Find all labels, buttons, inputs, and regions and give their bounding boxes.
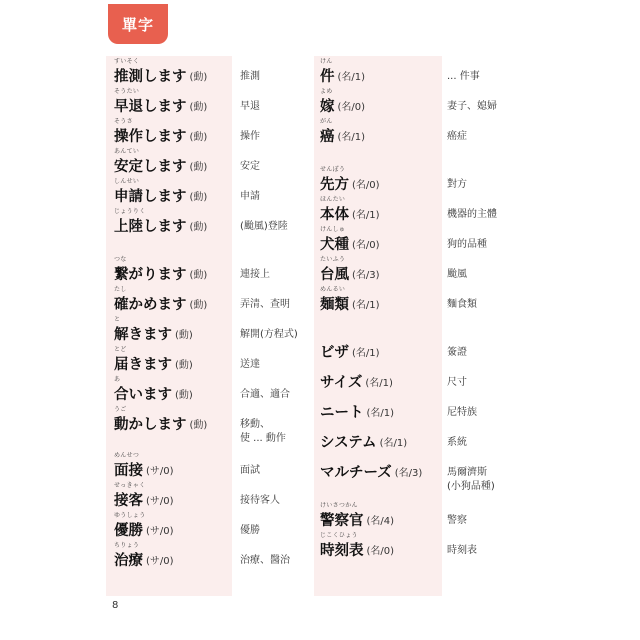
- furigana-reading: とど: [114, 346, 127, 353]
- vocab-word: [114, 58, 208, 86]
- vocab-term: 確かめます: [114, 297, 187, 313]
- vocab-word: [320, 432, 407, 452]
- vocab-term: マルチーズ: [320, 465, 392, 481]
- part-of-speech: (動): [189, 270, 208, 281]
- term-with-reading: [114, 256, 187, 284]
- term-with-reading: [320, 88, 335, 116]
- vocab-word: [114, 88, 208, 116]
- term-with-reading: [320, 256, 349, 284]
- vocab-word: [114, 452, 174, 480]
- vocab-meaning: 操作: [240, 131, 260, 142]
- furigana-reading: と: [114, 316, 121, 323]
- term-with-reading: [114, 316, 172, 344]
- part-of-speech: (動): [189, 132, 208, 143]
- part-of-speech: (動): [175, 330, 193, 341]
- vocab-meaning: 警察: [447, 515, 467, 526]
- vocab-term: ニート: [320, 405, 364, 421]
- vocab-term: 操作します: [114, 129, 187, 145]
- furigana-reading: じょうりく: [114, 208, 146, 215]
- vocab-term: 面接: [114, 463, 143, 479]
- vocab-meaning: 弄清、查明: [240, 299, 290, 310]
- vocab-term: 麺類: [320, 297, 349, 313]
- term-with-reading: [320, 342, 349, 362]
- furigana-reading: ほんたい: [320, 196, 346, 203]
- vocab-word: [320, 166, 380, 194]
- vocab-word: [320, 462, 422, 482]
- furigana-reading: めんせつ: [114, 452, 140, 459]
- vocab-word: [114, 286, 208, 314]
- furigana-reading: つな: [114, 256, 127, 263]
- vocab-meaning-line2: 使 ... 動作: [240, 433, 286, 444]
- furigana-reading: せんぽう: [320, 166, 346, 173]
- term-with-reading: [114, 376, 172, 404]
- part-of-speech: (名/0): [352, 240, 380, 251]
- vocab-meaning: 接待客人: [240, 495, 280, 506]
- term-with-reading: [114, 482, 146, 510]
- term-with-reading: [114, 542, 143, 570]
- furigana-reading: めんるい: [320, 286, 346, 293]
- vocab-word: [320, 118, 366, 146]
- vocab-term: 優勝: [114, 523, 143, 539]
- term-with-reading: [114, 148, 187, 176]
- vocab-term: 警察官: [320, 513, 364, 529]
- vocab-word: [114, 406, 208, 434]
- vocab-term: 推測します: [114, 69, 187, 85]
- vocab-word: [114, 482, 174, 510]
- part-of-speech: (動): [175, 390, 193, 401]
- furigana-reading: よめ: [320, 88, 333, 95]
- term-with-reading: [114, 286, 187, 314]
- vocab-term: 安定します: [114, 159, 187, 175]
- part-of-speech: (名/1): [379, 438, 408, 449]
- part-of-speech: (名/1): [365, 378, 393, 389]
- vocab-meaning: 狗的品種: [447, 239, 487, 250]
- vocab-meaning: 合適、適合: [240, 389, 290, 400]
- furigana-reading: がん: [320, 118, 333, 125]
- vocab-word: [320, 402, 394, 422]
- vocab-term: 本体: [320, 207, 349, 223]
- vocab-meaning: 系統: [447, 437, 467, 448]
- furigana-reading: あ: [114, 376, 121, 383]
- vocab-meaning: 時刻表: [447, 545, 477, 556]
- furigana-reading: せっきゃく: [114, 482, 146, 489]
- vocab-meaning: 尼特族: [447, 407, 477, 418]
- furigana-reading: じこくひょう: [320, 532, 358, 539]
- vocab-meaning: 優勝: [240, 525, 260, 536]
- term-with-reading: [114, 512, 146, 540]
- part-of-speech: (動): [189, 162, 208, 173]
- part-of-speech: (名/3): [352, 270, 380, 281]
- vocab-word: [320, 502, 395, 530]
- vocab-term: 繋がります: [114, 267, 187, 283]
- part-of-speech: (サ/0): [146, 556, 174, 567]
- furigana-reading: けん: [320, 58, 333, 65]
- furigana-reading: ゆうしょう: [114, 512, 146, 519]
- part-of-speech: (サ/0): [146, 496, 174, 507]
- part-of-speech: (名/1): [337, 72, 366, 83]
- vocab-meaning-line2: (小狗品種): [447, 481, 495, 492]
- vocab-term: 合います: [114, 387, 172, 403]
- vocab-word: [114, 256, 208, 284]
- vocab-term: 癌: [320, 129, 335, 145]
- section-tab: [108, 4, 168, 44]
- part-of-speech: (名/1): [366, 408, 395, 419]
- furigana-reading: すいそく: [114, 58, 140, 65]
- part-of-speech: (名/4): [366, 516, 395, 527]
- vocab-meaning: 安定: [240, 161, 260, 172]
- vocab-meaning: (颱風)登陸: [240, 221, 288, 232]
- term-with-reading: [320, 196, 349, 224]
- vocab-term: 先方: [320, 177, 349, 193]
- vocab-word: [320, 342, 380, 362]
- vocab-word: [320, 88, 366, 116]
- term-with-reading: [320, 226, 349, 254]
- term-with-reading: [320, 166, 349, 194]
- vocab-term: 上陸します: [114, 219, 187, 235]
- term-with-reading: [114, 118, 187, 146]
- vocab-term: システム: [320, 435, 377, 451]
- term-with-reading: [320, 118, 335, 146]
- part-of-speech: (サ/0): [146, 466, 174, 477]
- part-of-speech: (動): [189, 102, 208, 113]
- vocab-word: [114, 178, 208, 206]
- part-of-speech: (名/3): [394, 468, 423, 479]
- part-of-speech: (動): [189, 192, 208, 203]
- term-with-reading: [320, 502, 364, 530]
- vocab-meaning: 麵食類: [447, 299, 477, 310]
- vocab-meaning: 解開(方程式): [240, 329, 298, 340]
- furigana-reading: しんせい: [114, 178, 140, 185]
- furigana-reading: あんてい: [114, 148, 140, 155]
- vocab-meaning: 對方: [447, 179, 467, 190]
- vocab-word: [320, 532, 395, 560]
- vocab-term: サイズ: [320, 375, 363, 391]
- vocab-term: 申請します: [114, 189, 187, 205]
- term-with-reading: [114, 406, 187, 434]
- vocab-meaning: 尺寸: [447, 377, 467, 388]
- vocab-term: 解きます: [114, 327, 172, 343]
- term-with-reading: [114, 88, 187, 116]
- vocab-word: [114, 316, 193, 344]
- vocab-term: 時刻表: [320, 543, 364, 559]
- vocab-meaning: 早退: [240, 101, 260, 112]
- furigana-reading: けんしゅ: [320, 226, 346, 233]
- term-with-reading: [320, 532, 364, 560]
- part-of-speech: (動): [175, 360, 193, 371]
- term-with-reading: [114, 346, 172, 374]
- part-of-speech: (名/1): [352, 348, 380, 359]
- vocab-term: 台風: [320, 267, 349, 283]
- vocab-word: [114, 376, 193, 404]
- vocab-meaning: ... 件事: [447, 71, 480, 82]
- vocab-word: [114, 118, 208, 146]
- vocab-word: [114, 542, 174, 570]
- term-with-reading: [114, 178, 187, 206]
- part-of-speech: (動): [189, 300, 208, 311]
- part-of-speech: (動): [189, 420, 208, 431]
- vocab-term: 早退します: [114, 99, 187, 115]
- part-of-speech: (名/0): [337, 102, 366, 113]
- term-with-reading: [114, 208, 187, 236]
- vocab-term: 動かします: [114, 417, 187, 433]
- vocab-word: [114, 512, 174, 540]
- vocab-word: [320, 256, 380, 284]
- vocab-meaning: 移動、: [240, 419, 270, 430]
- vocab-word: [114, 346, 193, 374]
- vocab-word: [320, 372, 393, 392]
- vocab-word: [320, 58, 366, 86]
- furigana-reading: たいふう: [320, 256, 346, 263]
- vocab-word: [320, 196, 380, 224]
- part-of-speech: (サ/0): [146, 526, 174, 537]
- vocab-term: ビザ: [320, 345, 349, 361]
- vocab-term: 接客: [114, 493, 143, 509]
- vocab-meaning: 妻子、媳婦: [447, 101, 497, 112]
- term-with-reading: [320, 462, 392, 482]
- section-tab-label: 單字: [121, 15, 154, 34]
- vocab-word: [320, 226, 380, 254]
- vocab-term: 犬種: [320, 237, 349, 253]
- vocab-meaning: 連接上: [240, 269, 270, 280]
- term-with-reading: [320, 432, 377, 452]
- part-of-speech: (動): [189, 72, 208, 83]
- vocab-meaning: 申請: [240, 191, 260, 202]
- part-of-speech: (動): [189, 222, 208, 233]
- term-with-reading: [320, 372, 362, 392]
- vocab-meaning: 機器的主體: [447, 209, 497, 220]
- vocab-word: [320, 286, 380, 314]
- term-with-reading: [320, 286, 349, 314]
- term-with-reading: [114, 58, 187, 86]
- furigana-reading: うご: [114, 406, 127, 413]
- part-of-speech: (名/0): [352, 180, 380, 191]
- part-of-speech: (名/1): [352, 300, 380, 311]
- term-with-reading: [320, 402, 364, 422]
- vocab-meaning: 送達: [240, 359, 260, 370]
- vocab-meaning: 馬爾濟斯: [447, 467, 487, 478]
- vocab-meaning: 簽證: [447, 347, 467, 358]
- vocab-term: 件: [320, 69, 335, 85]
- term-with-reading: [320, 58, 335, 86]
- furigana-reading: そうさ: [114, 118, 133, 125]
- vocab-term: 治療: [114, 553, 143, 569]
- furigana-reading: たし: [114, 286, 127, 293]
- furigana-reading: けいさつかん: [320, 502, 358, 509]
- part-of-speech: (名/1): [352, 210, 380, 221]
- part-of-speech: (名/1): [337, 132, 366, 143]
- furigana-reading: ちりょう: [114, 542, 140, 549]
- furigana-reading: そうたい: [114, 88, 140, 95]
- vocab-word: [114, 208, 208, 236]
- part-of-speech: (名/0): [366, 546, 395, 557]
- vocab-meaning: 颱風: [447, 269, 467, 280]
- page-number: 8: [112, 600, 119, 611]
- vocab-meaning: 治療、醫治: [240, 555, 290, 566]
- vocab-term: 嫁: [320, 99, 335, 115]
- vocab-meaning: 癌症: [447, 131, 467, 142]
- term-with-reading: [114, 452, 143, 480]
- vocab-meaning: 推測: [240, 71, 260, 82]
- vocab-word: [114, 148, 208, 176]
- vocab-meaning: 面試: [240, 465, 260, 476]
- vocab-term: 届きます: [114, 357, 172, 373]
